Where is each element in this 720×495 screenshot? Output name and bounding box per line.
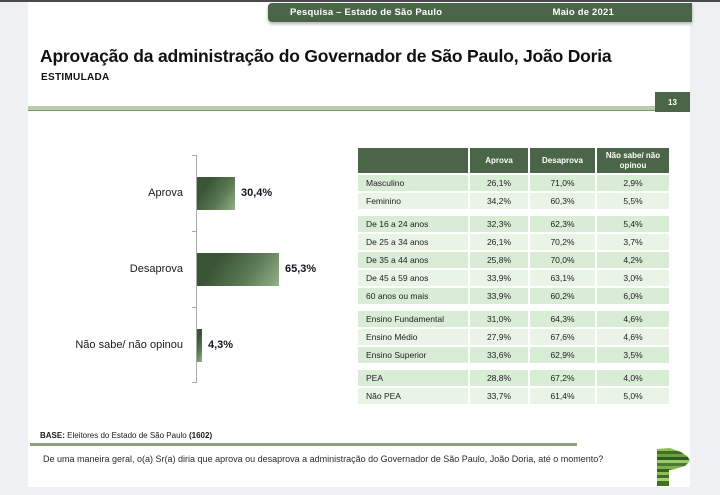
value-cell: 63,1% (530, 270, 595, 286)
bar-value-label: 65,3% (285, 263, 317, 275)
row-label-cell: Masculino (358, 175, 468, 191)
value-cell: 4,2% (597, 252, 669, 268)
table-row (358, 270, 663, 286)
bar-value-label: 4,3% (208, 339, 234, 351)
bar-3 (197, 329, 202, 362)
row-label-cell: Feminino (358, 193, 468, 209)
bar-1 (197, 177, 235, 210)
value-cell: 2,9% (597, 175, 669, 191)
value-cell: 34,2% (470, 193, 528, 209)
table-header-cell: Não sabe/ não opinou (597, 148, 669, 173)
value-cell: 64,3% (530, 311, 595, 327)
table-group (358, 175, 663, 209)
footer-divider (30, 443, 577, 446)
table-group (358, 370, 663, 404)
base-note (40, 431, 212, 440)
table-row (358, 370, 663, 386)
value-cell: 61,4% (530, 388, 595, 404)
row-label-cell: Ensino Fundamental (358, 311, 468, 327)
table-row (358, 216, 663, 232)
value-cell: 26,1% (470, 234, 528, 250)
table-row (358, 252, 663, 268)
table-body (358, 175, 663, 404)
table-row (358, 288, 663, 304)
bar-category-label: Não sabe/ não opinou (75, 339, 183, 351)
ribbon-date-label: Maio de 2021 (552, 7, 614, 18)
row-label-cell: De 45 a 59 anos (358, 270, 468, 286)
value-cell: 33,9% (470, 288, 528, 304)
page-title: Aprovação da administração do Governador de São Paulo, João Doria (40, 46, 612, 66)
chart-row (40, 155, 345, 231)
row-label-cell: De 16 a 24 anos (358, 216, 468, 232)
chart-row (40, 231, 345, 307)
value-cell: 4,0% (597, 370, 669, 386)
value-cell: 26,1% (470, 175, 528, 191)
table-row (358, 234, 663, 250)
value-cell: 6,0% (597, 288, 669, 304)
approval-bar-chart (40, 155, 345, 383)
row-label-cell: Ensino Médio (358, 329, 468, 345)
value-cell: 70,2% (530, 234, 595, 250)
table-header-cell (358, 148, 468, 173)
title-divider (28, 106, 690, 111)
row-label-cell: Não PEA (358, 388, 468, 404)
value-cell: 5,5% (597, 193, 669, 209)
table-row (358, 175, 663, 191)
value-cell: 3,5% (597, 347, 669, 363)
value-cell: 5,0% (597, 388, 669, 404)
bar-category-label: Desaprova (129, 263, 183, 275)
table-group (358, 216, 663, 304)
base-value: (1602) (188, 431, 213, 440)
value-cell: 31,0% (470, 311, 528, 327)
value-cell: 25,8% (470, 252, 528, 268)
crosstab-table (358, 148, 663, 411)
value-cell: 62,3% (530, 216, 595, 232)
bar-wrap (197, 329, 233, 362)
value-cell: 28,8% (470, 370, 528, 386)
row-label-cell: 60 anos ou mais (358, 288, 468, 304)
top-border-line (0, 0, 720, 2)
chart-row (40, 307, 345, 383)
table-header-cell: Desaprova (530, 148, 595, 173)
value-cell: 3,0% (597, 270, 669, 286)
bar-value-label: 30,4% (241, 187, 273, 199)
value-cell: 33,7% (470, 388, 528, 404)
table-row (358, 193, 663, 209)
row-label-cell: De 25 a 34 anos (358, 234, 468, 250)
bar-2 (197, 253, 279, 286)
base-label: BASE: (40, 431, 65, 440)
value-cell: 60,3% (530, 193, 595, 209)
value-cell: 27,9% (470, 329, 528, 345)
row-label-cell: PEA (358, 370, 468, 386)
value-cell: 32,3% (470, 216, 528, 232)
value-cell: 4,6% (597, 311, 669, 327)
value-cell: 67,6% (530, 329, 595, 345)
table-row (358, 329, 663, 345)
parana-pesquisas-logo-icon (657, 448, 691, 486)
table-row (358, 311, 663, 327)
header-ribbon (268, 3, 692, 22)
survey-question-text: De uma maneira geral, o(a) Sr(a) diria que aprova ou desaprova a administração do Governador de São Paulo, João Doria, até o momento? (43, 454, 604, 464)
row-label-cell: Ensino Superior (358, 347, 468, 363)
value-cell: 67,2% (530, 370, 595, 386)
value-cell: 62,9% (530, 347, 595, 363)
value-cell: 60,2% (530, 288, 595, 304)
row-label-cell: De 35 a 44 anos (358, 252, 468, 268)
value-cell: 71,0% (530, 175, 595, 191)
chart-rows (40, 155, 345, 383)
bar-wrap (197, 253, 316, 286)
value-cell: 3,7% (597, 234, 669, 250)
value-cell: 33,6% (470, 347, 528, 363)
page-subtitle: ESTIMULADA (41, 72, 110, 83)
bar-category-label: Aprova (148, 187, 183, 199)
table-row (358, 347, 663, 363)
table-row (358, 388, 663, 404)
bottom-margin (0, 487, 720, 495)
value-cell: 70,0% (530, 252, 595, 268)
table-header-row (358, 148, 663, 173)
bar-wrap (197, 177, 272, 210)
value-cell: 33,9% (470, 270, 528, 286)
ribbon-survey-label: Pesquisa – Estado de São Paulo (290, 7, 443, 18)
table-group (358, 311, 663, 363)
base-text: Eleitores do Estado de São Paulo (64, 431, 189, 440)
value-cell: 5,4% (597, 216, 669, 232)
table-header-cell: Aprova (470, 148, 528, 173)
value-cell: 4,6% (597, 329, 669, 345)
page-number-badge: 13 (655, 92, 690, 112)
